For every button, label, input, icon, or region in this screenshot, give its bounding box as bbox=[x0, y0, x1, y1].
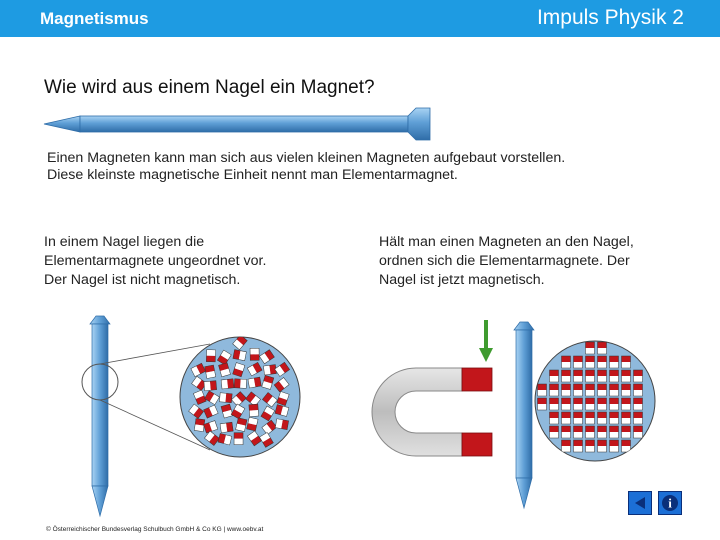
elementary-magnet bbox=[586, 384, 595, 396]
elementary-magnet bbox=[538, 384, 547, 396]
svg-text:i: i bbox=[668, 495, 672, 511]
elementary-magnet bbox=[550, 398, 559, 410]
elementary-magnet bbox=[206, 350, 215, 362]
elementary-magnet bbox=[219, 393, 232, 403]
left-description bbox=[44, 233, 324, 290]
elementary-magnet bbox=[550, 426, 559, 438]
elementary-magnet bbox=[562, 412, 571, 424]
right-line: Nagel ist jetzt magnetisch. bbox=[379, 272, 545, 288]
right-line: ordnen sich die Elementarmagnete. Der bbox=[379, 253, 630, 269]
left-illustration bbox=[70, 312, 310, 522]
elementary-magnet bbox=[610, 426, 619, 438]
section-title: Magnetismus bbox=[40, 9, 149, 28]
elementary-magnet bbox=[622, 398, 631, 410]
elementary-magnet bbox=[550, 370, 559, 382]
elementary-magnet bbox=[634, 426, 643, 438]
elementary-magnet bbox=[574, 426, 583, 438]
elementary-magnet bbox=[562, 384, 571, 396]
back-button[interactable] bbox=[628, 491, 652, 515]
elementary-magnet bbox=[610, 440, 619, 452]
magnet-south-pole bbox=[462, 433, 492, 456]
elementary-magnet bbox=[250, 348, 259, 360]
elementary-magnet bbox=[248, 377, 261, 388]
elementary-magnet bbox=[220, 422, 233, 433]
elementary-magnet bbox=[550, 384, 559, 396]
elementary-magnet bbox=[598, 440, 607, 452]
elementary-magnet bbox=[574, 412, 583, 424]
elementary-magnet bbox=[634, 370, 643, 382]
info-icon bbox=[659, 492, 681, 514]
right-line: Hält man einen Magneten an den Nagel, bbox=[379, 234, 634, 250]
elementary-magnet bbox=[598, 356, 607, 368]
elementary-magnet bbox=[622, 440, 631, 452]
elementary-magnet bbox=[234, 379, 246, 389]
intro-line: Einen Magneten kann man sich aus vielen kleinen Magneten aufgebaut vorstellen. bbox=[47, 150, 566, 166]
elementary-magnet bbox=[598, 342, 607, 354]
elementary-magnet bbox=[538, 398, 547, 410]
magnet-north-pole bbox=[462, 368, 492, 391]
elementary-magnet bbox=[586, 398, 595, 410]
brand-title: Impuls Physik 2 bbox=[536, 6, 684, 29]
elementary-magnet bbox=[610, 398, 619, 410]
play-back-icon bbox=[629, 492, 651, 514]
elementary-magnet bbox=[610, 412, 619, 424]
elementary-magnet bbox=[574, 356, 583, 368]
elementary-magnet bbox=[598, 412, 607, 424]
elementary-magnet bbox=[586, 356, 595, 368]
header-bar bbox=[0, 0, 720, 37]
intro-text bbox=[47, 150, 667, 184]
elementary-magnet bbox=[586, 342, 595, 354]
nail-illustration bbox=[44, 108, 434, 140]
left-line: Elementarmagnete ungeordnet vor. bbox=[44, 253, 267, 269]
elementary-magnet bbox=[598, 384, 607, 396]
elementary-magnet bbox=[622, 370, 631, 382]
elementary-magnet bbox=[574, 440, 583, 452]
copyright-text: © Österreichischer Bundesverlag Schulbuch GmbH & Co KG | www.oebv.at bbox=[46, 526, 264, 533]
elementary-magnet bbox=[610, 356, 619, 368]
elementary-magnet bbox=[562, 440, 571, 452]
right-description bbox=[379, 233, 679, 290]
elementary-magnet bbox=[586, 412, 595, 424]
elementary-magnet bbox=[598, 426, 607, 438]
elementary-magnet bbox=[574, 384, 583, 396]
elementary-magnet bbox=[562, 370, 571, 382]
elementary-magnet bbox=[622, 412, 631, 424]
elementary-magnet bbox=[586, 440, 595, 452]
elementary-magnet bbox=[598, 370, 607, 382]
elementary-magnet bbox=[562, 398, 571, 410]
elementary-magnet bbox=[634, 398, 643, 410]
elementary-magnet bbox=[610, 370, 619, 382]
elementary-magnet bbox=[574, 398, 583, 410]
elementary-magnet bbox=[622, 384, 631, 396]
elementary-magnet bbox=[562, 426, 571, 438]
info-button[interactable] bbox=[658, 491, 682, 515]
elementary-magnet bbox=[622, 356, 631, 368]
page-question: Wie wird aus einem Nagel ein Magnet? bbox=[44, 77, 375, 98]
elementary-magnet bbox=[586, 370, 595, 382]
elementary-magnet bbox=[234, 433, 243, 445]
left-line: In einem Nagel liegen die bbox=[44, 234, 205, 250]
elementary-magnet bbox=[634, 384, 643, 396]
elementary-magnet bbox=[598, 398, 607, 410]
elementary-magnet bbox=[634, 412, 643, 424]
elementary-magnet bbox=[194, 418, 205, 431]
elementary-magnet bbox=[622, 426, 631, 438]
elementary-magnet bbox=[233, 350, 246, 361]
elementary-magnet bbox=[249, 404, 259, 417]
elementary-magnet bbox=[574, 370, 583, 382]
elementary-magnet bbox=[550, 412, 559, 424]
intro-line: Diese kleinste magnetische Einheit nennt man Elementarmagnet. bbox=[47, 167, 458, 183]
elementary-magnet bbox=[562, 356, 571, 368]
elementary-magnet bbox=[275, 419, 288, 430]
left-line: Der Nagel ist nicht magnetisch. bbox=[44, 272, 241, 288]
elementary-magnet bbox=[204, 381, 217, 391]
elementary-magnet bbox=[205, 365, 216, 378]
elementary-magnet bbox=[610, 384, 619, 396]
elementary-magnet bbox=[221, 379, 234, 389]
elementary-magnet bbox=[586, 426, 595, 438]
elementary-magnet bbox=[263, 365, 276, 375]
